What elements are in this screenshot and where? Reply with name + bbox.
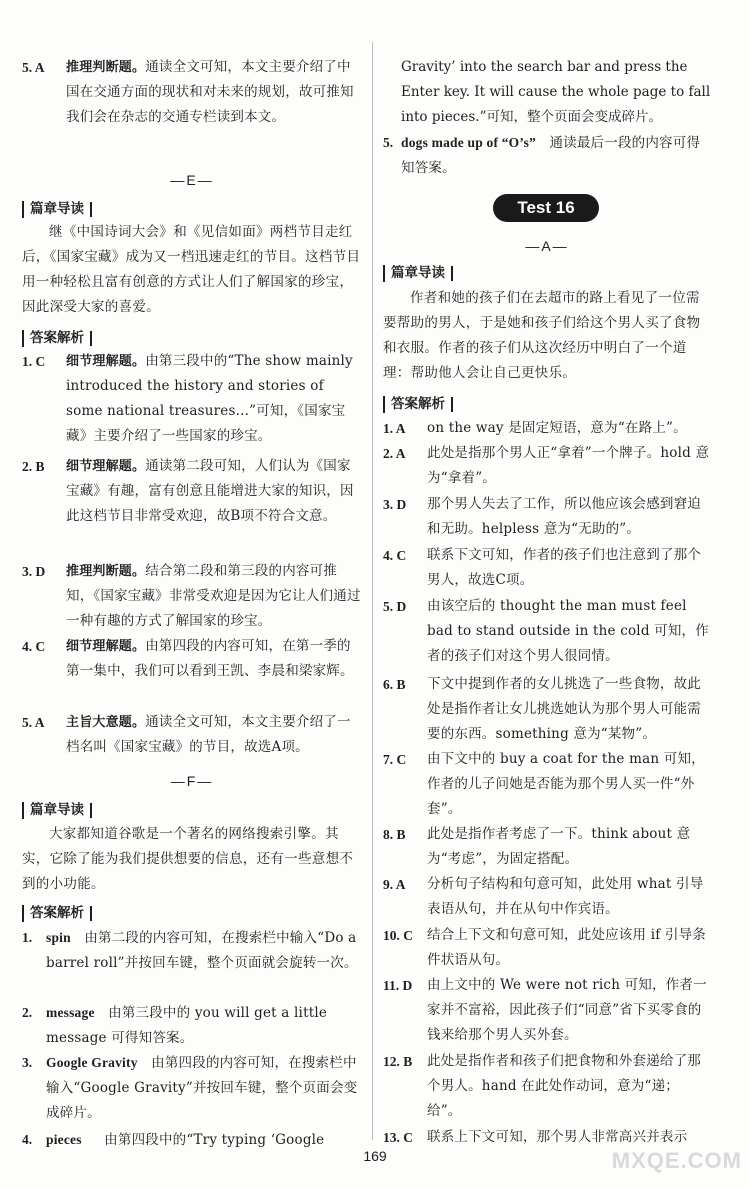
answer-item	[383, 130, 711, 181]
explanation-text: 结合第二段和第三段的内容可推知，《国家宝藏》非常受欢迎是因为它让人们通过一种有趣的方式了解国家的珍宝。	[66, 563, 361, 629]
answer-item	[383, 1049, 711, 1124]
answer-item	[22, 634, 362, 684]
item-number: 9. A	[383, 877, 406, 892]
item-number: 3. D	[383, 497, 407, 512]
answer-item	[22, 454, 362, 529]
answer-item	[22, 55, 362, 130]
explanation-text: 联系上下文可知，那个男人非常高兴并表示	[427, 1129, 688, 1145]
guide-paragraph: 作者和她的孩子们在去超市的路上看见了一位需要帮助的男人，于是她和孩子们给这个男人买了食物和衣服。作者的孩子们从这次经历中明白了一个道理：帮助他人会让自己更快乐。	[383, 290, 701, 381]
answer-item	[383, 672, 711, 747]
explanation-text: 由上文中的 We were not rich 可知，作者一家并不富裕，因此孩子们“同意”省下买零食的钱来给那个男人买外套。	[427, 977, 707, 1043]
answer-item	[383, 822, 711, 872]
item-number: 13. C	[383, 1130, 413, 1145]
answer-item	[383, 543, 711, 593]
explanation-text: 下文中提到作者的女儿挑选了一些食物，故此处是指作者让女儿挑选她认为那个男人可能需要的东西。something 意为“某物”。	[427, 676, 701, 742]
explanation-text: 由第四段中的“Try typing ‘Google	[104, 1132, 325, 1148]
explanation-text: 通读第二段可知，人们认为《国家宝藏》有趣，富有创意且能增进大家的知识，因此这档节目非常受欢迎，故B项不符合文意。	[66, 458, 354, 524]
explanation-text: 通读全文可知，本文主要介绍了一档名叫《国家宝藏》的节目，故选A项。	[66, 714, 351, 755]
item-number: 5. D	[383, 599, 407, 614]
section-heading: 篇章导读	[22, 201, 84, 218]
item-number: 1.	[22, 930, 33, 945]
explanation-text: 那个男人失去了工作，所以他应该会感到窘迫和无助。helpless 意为“无助的”。	[427, 496, 701, 537]
guide-paragraph: 继《中国诗词大会》和《见信如面》两档节目走红后，《国家宝藏》成为又一档迅速走红的节目。这档节目用一种轻松且富有创意的方式让人们了解国家的珍宝，因此深受大家的喜爱。	[22, 224, 361, 315]
question-type: 细节理解题。	[66, 459, 146, 474]
answer-item	[383, 973, 711, 1048]
question-type: 推理判断题。	[66, 564, 146, 579]
explanation-text: 联系下文可知，作者的孩子们也注意到了那个男人，故选C项。	[427, 547, 701, 588]
explanation-text: 结合上下文和句意可知，此处应该用 if 引导条件状语从句。	[427, 927, 706, 968]
explanation-text: 此处是指作者和孩子们把食物和外套递给了那个男人。hand 在此处作动词，意为“递；给”。	[427, 1053, 701, 1119]
column-divider	[372, 42, 373, 1140]
question-type: 细节理解题。	[66, 639, 146, 654]
item-number: 1. A	[383, 421, 406, 436]
item-number: 5. A	[22, 715, 45, 730]
item-number: 4. C	[383, 548, 407, 563]
answer-word: Google Gravity	[46, 1055, 138, 1070]
explanation-text: 由该空后的 thought the man must feel bad to stand outside in the cold 可知，作者的孩子们对这个男人很同情。	[427, 598, 709, 664]
item-number: 2. B	[22, 459, 45, 474]
explanation-text: 由第三段中的“The show mainly introduced the history and stories of some national treasures...”可知，《国家宝藏》主要介绍了一些国家的珍宝。	[66, 353, 353, 444]
answer-item	[22, 1050, 362, 1126]
answer-item	[383, 594, 711, 669]
item-number: 1. C	[22, 354, 46, 369]
answer-item	[383, 923, 711, 973]
watermark-logo: MXQE.COM	[611, 1148, 742, 1173]
explanation-text: on the way 是固定短语，意为“在路上”。	[427, 420, 687, 436]
section-heading: 篇章导读	[22, 802, 84, 819]
guide-paragraph: 大家都知道谷歌是一个著名的网络搜索引擎。其实，它除了能为我们提供想要的信息，还有一些意想不到的小功能。	[22, 826, 354, 892]
answer-item	[22, 710, 362, 760]
explanation-text: 由下文中的 buy a coat for the man 可知，作者的儿子问她是否能为那个男人买一件“外套”。	[427, 751, 705, 817]
section-marker-f: —F—	[170, 773, 214, 789]
section-heading: 答案解析	[383, 396, 445, 413]
explanation-text: 由第四段的内容可知，在搜索栏中输入“Google Gravity”并按回车键，整个页面会变成碎片。	[46, 1055, 358, 1121]
answer-item	[383, 416, 711, 441]
answer-item	[22, 349, 362, 449]
item-number: 4. C	[22, 639, 46, 654]
explanation-text: 由第二段的内容可知，在搜索栏中输入“Do a barrel roll”并按回车键，整个页面就会旋转一次。	[46, 930, 358, 971]
answer-word: pieces	[46, 1132, 82, 1147]
answer-word: dogs made up of “O’s”	[401, 135, 536, 150]
explanation-text: 分析句子结构和句意可知，此处用 what 引导表语从句，并在从句中作宾语。	[427, 876, 704, 917]
item-number: 2.	[22, 1005, 33, 1020]
answer-item	[383, 1125, 711, 1150]
question-type: 主旨大意题。	[66, 715, 146, 730]
answer-item	[22, 559, 362, 634]
question-type: 细节理解题。	[66, 354, 146, 369]
item-number: 3.	[22, 1055, 33, 1070]
item-number: 4.	[22, 1132, 33, 1147]
section-marker-a: —A—	[525, 238, 569, 254]
item-number: 12. B	[383, 1054, 413, 1069]
item-number: 10. C	[383, 928, 413, 943]
explanation-text: 此处是指作者考虑了一下。think about 意为“考虑”，为固定搭配。	[427, 826, 691, 867]
answer-item	[22, 1000, 362, 1051]
item-number: 3. D	[22, 564, 46, 579]
answer-word: message	[46, 1005, 95, 1020]
item-number: 6. B	[383, 677, 406, 692]
answer-item	[383, 747, 711, 822]
item-number: 8. B	[383, 827, 406, 842]
section-marker-e: —E—	[170, 172, 214, 188]
answer-item	[22, 925, 362, 976]
answer-item	[383, 872, 711, 922]
explanation-text: 通读全文可知，本文主要介绍了中国在交通方面的现状和对未来的规划，故可推知我们会在杂志的交通专栏读到本文。	[66, 59, 354, 125]
answer-item	[383, 492, 711, 542]
test-badge: Test 16	[493, 194, 599, 222]
item-number: 7. C	[383, 752, 407, 767]
item-number: 5. A	[22, 60, 45, 75]
page-number: 169	[363, 1148, 387, 1164]
section-heading: 篇章导读	[383, 265, 445, 282]
explanation-text: 此处是指那个男人正“拿着”一个牌子。hold 意为“拿着”。	[427, 445, 710, 486]
explanation-text: 由第四段的内容可知，在第一季的第一集中，我们可以看到王凯、李晨和梁家辉。	[66, 638, 354, 679]
question-type: 推理判断题。	[66, 60, 146, 75]
explanation-text: 由第三段中的 you will get a little message 可得知答案。	[46, 1005, 328, 1046]
answer-word: spin	[46, 930, 71, 945]
section-heading: 答案解析	[22, 330, 84, 347]
item-number: 2. A	[383, 446, 406, 461]
continued-text: Gravity’ into the search bar and press the Enter key. It will cause the whole page to fall into pieces.”可知，整个页面会变成碎片。	[401, 59, 711, 125]
answer-item	[383, 441, 711, 491]
section-heading: 答案解析	[22, 905, 84, 922]
explanation-text: 通读最后一段的内容可得知答案。	[401, 135, 701, 176]
item-number: 11. D	[383, 978, 413, 993]
item-number: 5.	[383, 135, 394, 150]
